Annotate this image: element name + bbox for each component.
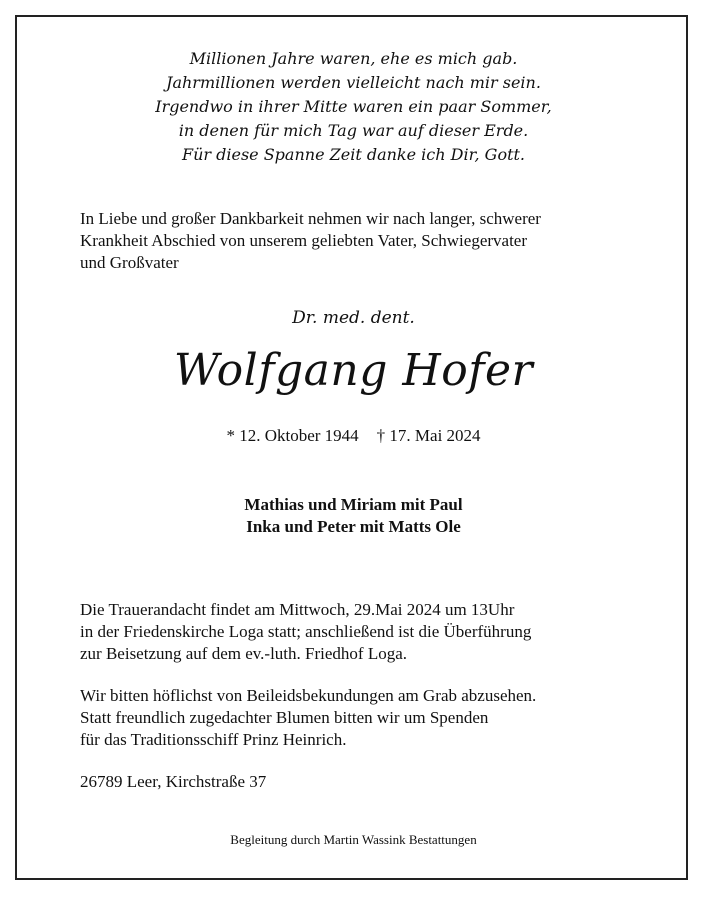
funeral-home-footer: Begleitung durch Martin Wassink Bestattungen (230, 832, 477, 847)
family-names (0, 494, 707, 538)
service-info (80, 599, 640, 665)
life-dates (0, 424, 707, 448)
donation-request (80, 685, 640, 751)
service-line: zur Beisetzung auf dem ev.-luth. Friedhof Loga. (80, 644, 407, 663)
poem-line: Irgendwo in ihrer Mitte waren ein paar Sommer, (155, 97, 552, 116)
deceased-name: Wolfgang Hofer (173, 345, 534, 396)
request-line: Wir bitten höflichst von Beileidsbekundungen am Grab abzusehen. (80, 686, 537, 705)
academic-title: Dr. med. dent. (292, 308, 415, 328)
service-line: Die Trauerandacht findet am Mittwoch, 29.Mai 2024 um 13Uhr (80, 600, 515, 619)
service-line: in der Friedenskirche Loga statt; anschließend ist die Überführung (80, 622, 532, 641)
request-line: Statt freundlich zugedachter Blumen bitten wir um Spenden (80, 708, 489, 727)
intro-line: In Liebe und großer Dankbarkeit nehmen wir nach langer, schwerer (80, 209, 541, 228)
intro-text (80, 208, 640, 274)
poem-line: in denen für mich Tag war auf dieser Erde. (178, 121, 529, 140)
death-date: † 17. Mai 2024 (376, 426, 481, 445)
birth-date: * 12. Oktober 1944 (226, 426, 359, 445)
address: 26789 Leer, Kirchstraße 37 (80, 772, 267, 791)
poem-line: Millionen Jahre waren, ehe es mich gab. (189, 49, 518, 68)
intro-line: und Großvater (80, 253, 179, 272)
family-line: Mathias und Miriam mit Paul (244, 495, 463, 514)
poem-line: Jahrmillionen werden vielleicht nach mir sein. (166, 73, 541, 92)
poem-line: Für diese Spanne Zeit danke ich Dir, Gott. (181, 145, 526, 164)
intro-line: Krankheit Abschied von unserem geliebten Vater, Schwiegervater (80, 231, 527, 250)
poem (0, 47, 707, 167)
family-line: Inka und Peter mit Matts Ole (246, 517, 461, 536)
request-line: für das Traditionsschiff Prinz Heinrich. (80, 730, 347, 749)
